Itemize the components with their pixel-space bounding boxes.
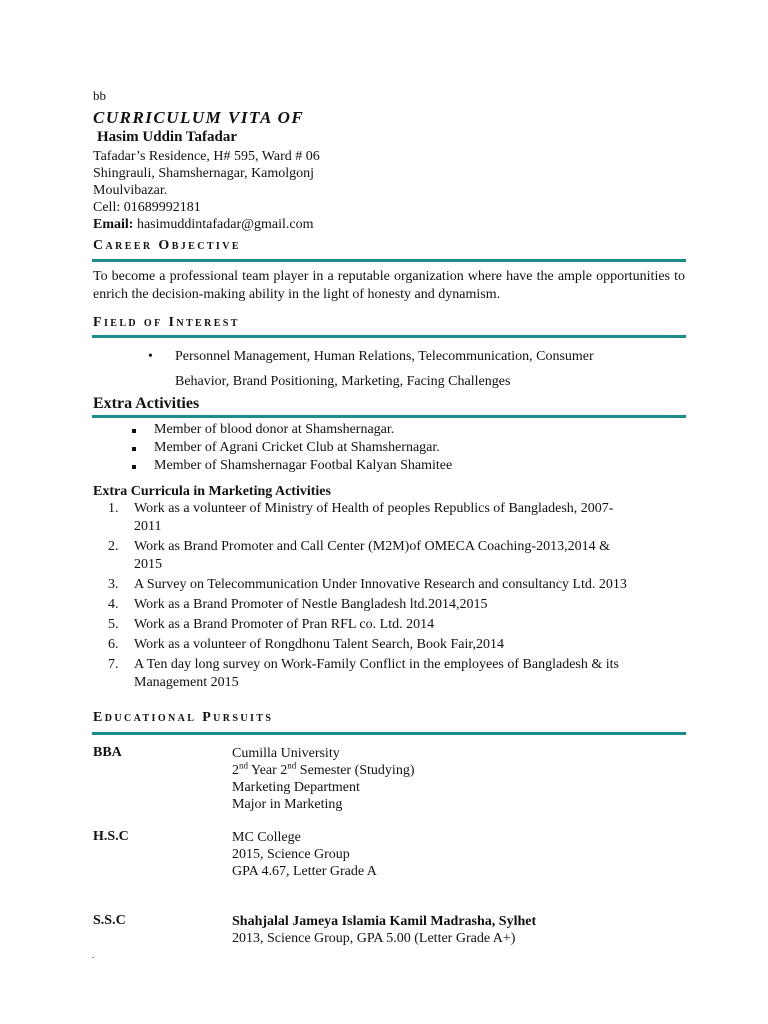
stray-text: bb [93, 88, 106, 103]
item-text: Work as a volunteer of Rongdhonu Talent Search, Book Fair,2014 [134, 637, 504, 652]
item-text: 2011 [134, 519, 162, 534]
degree-detail: 2013, Science Group, GPA 5.00 (Letter Grade A+) [232, 931, 516, 946]
section-educational-pursuits-title: Educational Pursuits [93, 710, 274, 725]
list-item [108, 596, 688, 614]
career-objective-text: To become a professional team player in a reputable organization where have the ample opportunities to enrich the decision-making ability in the light of honesty and dynamism. [93, 269, 685, 302]
cv-title: CURRICULUM VITA OF [93, 108, 305, 127]
section-field-of-interest-title: Field of Interest [93, 315, 240, 330]
cell-number: Cell: 01689992181 [93, 200, 201, 215]
square-bullet-icon [132, 465, 136, 469]
section-extra-activities-title: Extra Activities [93, 395, 200, 412]
item-text: Management 2015 [134, 675, 239, 690]
department: Marketing Department [232, 780, 360, 795]
degree-label-hsc: H.S.C [93, 829, 129, 844]
section-divider [92, 259, 686, 262]
list-item [108, 538, 688, 574]
address-line: Moulvibazar. [93, 183, 168, 198]
interest-line: Behavior, Brand Positioning, Marketing, Facing Challenges [175, 374, 511, 389]
list-item-text: Member of Shamshernagar Footbal Kalyan Shamitee [154, 458, 453, 473]
item-text: Work as Brand Promoter and Call Center (M2M)of OMECA Coaching-2013,2014 & [134, 539, 610, 554]
degree-details-bba [232, 745, 415, 813]
list-item [108, 636, 688, 654]
list-item [108, 616, 688, 634]
email-line [93, 216, 320, 233]
degree-detail: GPA 4.67, Letter Grade A [232, 864, 377, 879]
study-year: 2nd Year 2nd Semester (Studying) [232, 760, 415, 778]
list-item [108, 576, 688, 594]
institution: Shahjalal Jameya Islamia Kamil Madrasha, Sylhet [232, 914, 537, 929]
item-text: Work as a Brand Promoter of Pran RFL co. Ltd. 2014 [134, 617, 435, 632]
item-number: 3. [108, 577, 119, 592]
extra-activities-list [128, 421, 452, 475]
item-number: 6. [108, 637, 119, 652]
item-number: 1. [108, 501, 119, 516]
contact-block [93, 148, 320, 233]
list-item-text: Member of Agrani Cricket Club at Shamshernagar. [154, 440, 440, 455]
item-number: 5. [108, 617, 119, 632]
degree-details-hsc [232, 829, 377, 880]
list-item [128, 439, 452, 457]
item-text: A Survey on Telecommunication Under Innovative Research and consultancy Ltd. 2013 [134, 577, 627, 592]
extra-curricula-list [108, 500, 688, 694]
email-value: hasimuddintafadar@gmail.com [136, 217, 314, 232]
square-bullet-icon [132, 447, 136, 451]
item-text: A Ten day long survey on Work-Family Conflict in the employees of Bangladesh & its [134, 657, 619, 672]
degree-label-bba: BBA [93, 745, 122, 760]
address-line: Tafadar’s Residence, H# 595, Ward # 06 [93, 149, 320, 164]
field-of-interest-list [150, 344, 650, 394]
section-divider [92, 335, 686, 338]
institution: Cumilla University [232, 746, 340, 761]
list-item-text: Member of blood donor at Shamshernagar. [154, 422, 395, 437]
extra-curricula-title: Extra Curricula in Marketing Activities [93, 484, 331, 499]
list-item [108, 656, 688, 692]
item-number: 4. [108, 597, 119, 612]
list-item [108, 500, 688, 536]
item-number: 7. [108, 657, 119, 672]
major: Major in Marketing [232, 797, 343, 812]
candidate-name: Hasim Uddin Tafadar [97, 129, 238, 145]
square-bullet-icon [132, 429, 136, 433]
item-text: 2015 [134, 557, 162, 572]
interest-line: Personnel Management, Human Relations, Telecommunication, Consumer [175, 349, 594, 364]
section-divider [92, 415, 686, 418]
section-divider [92, 732, 686, 735]
list-item [128, 457, 452, 475]
item-text: Work as a Brand Promoter of Nestle Bangladesh ltd.2014,2015 [134, 597, 488, 612]
degree-label-ssc: S.S.C [93, 913, 126, 928]
trailing-mark: . [92, 950, 95, 960]
address-line: Shingrauli, Shamshernagar, Kamolgonj [93, 166, 315, 181]
section-career-objective-title: Career Objective [93, 238, 241, 253]
degree-details-ssc [232, 913, 536, 947]
item-number: 2. [108, 539, 119, 554]
list-item [128, 421, 452, 439]
degree-detail: 2015, Science Group [232, 847, 350, 862]
bullet-icon: • [148, 349, 153, 364]
institution: MC College [232, 830, 301, 845]
email-label: Email: [93, 217, 134, 232]
item-text: Work as a volunteer of Ministry of Health of peoples Republics of Bangladesh, 2007- [134, 501, 614, 516]
